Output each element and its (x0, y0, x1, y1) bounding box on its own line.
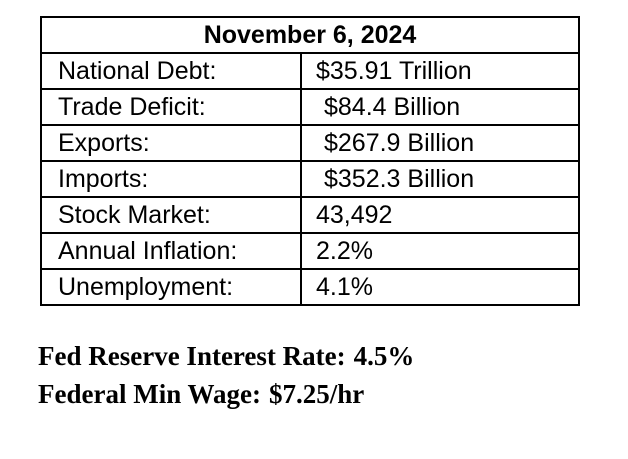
table-row-national-debt (41, 53, 579, 89)
min-wage-label: Federal Min Wage: (38, 379, 261, 409)
interest-rate-label: Fed Reserve Interest Rate: (38, 341, 346, 371)
min-wage-value: $7.25/hr (268, 379, 365, 409)
economic-stats-table (40, 16, 580, 306)
stock-market-label: Stock Market: (41, 197, 301, 233)
min-wage-line (38, 378, 364, 410)
unemployment-value: 4.1% (301, 269, 579, 305)
table-header-row (41, 17, 579, 53)
annual-inflation-value: 2.2% (301, 233, 579, 269)
interest-rate-line (38, 340, 414, 372)
trade-deficit-label: Trade Deficit: (41, 89, 301, 125)
trade-deficit-value: $84.4 Billion (301, 89, 579, 125)
table-row-trade-deficit (41, 89, 579, 125)
annual-inflation-label: Annual Inflation: (41, 233, 301, 269)
table-row-exports (41, 125, 579, 161)
interest-rate-value: 4.5% (353, 341, 415, 371)
exports-label: Exports: (41, 125, 301, 161)
table-row-annual-inflation (41, 233, 579, 269)
table-row-unemployment (41, 269, 579, 305)
table-row-stock-market (41, 197, 579, 233)
national-debt-label: National Debt: (41, 53, 301, 89)
national-debt-value: $35.91 Trillion (301, 53, 579, 89)
exports-value: $267.9 Billion (301, 125, 579, 161)
date-header: November 6, 2024 (41, 17, 579, 53)
imports-value: $352.3 Billion (301, 161, 579, 197)
unemployment-label: Unemployment: (41, 269, 301, 305)
stock-market-value: 43,492 (301, 197, 579, 233)
imports-label: Imports: (41, 161, 301, 197)
table-row-imports (41, 161, 579, 197)
